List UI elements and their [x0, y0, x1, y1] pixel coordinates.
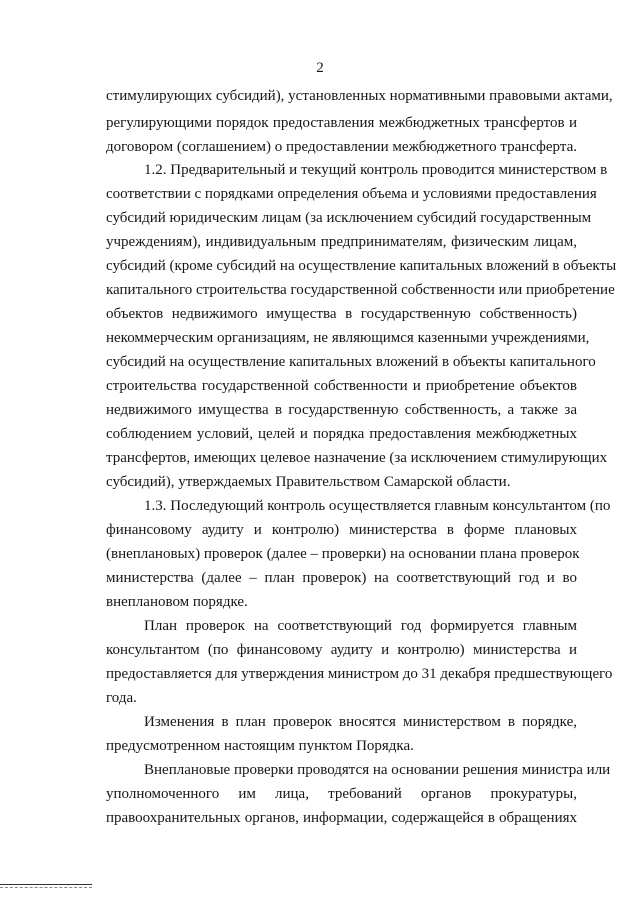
footnote-separator	[0, 884, 92, 885]
footnote-separator-dashed	[0, 887, 92, 888]
body-line: соблюдением условий, целей и порядка предоставления межбюджетных	[106, 426, 577, 442]
body-line: предусмотренном настоящим пунктом Порядка.	[106, 738, 414, 754]
body-line: некоммерческим организациям, не являющимся казенными учреждениями,	[106, 330, 590, 346]
body-line: учреждениям), индивидуальным предпринимателям, физическим лицам,	[106, 234, 577, 250]
body-line: недвижимого имущества в государственную собственность, а также за	[106, 402, 577, 418]
body-line: Изменения в план проверок вносятся министерством в порядке,	[144, 714, 577, 730]
body-line: уполномоченного им лица, требований органов прокуратуры,	[106, 786, 577, 802]
body-line: соответствии с порядками определения объема и условиями предоставления	[106, 186, 597, 202]
body-line: субсидий (кроме субсидий на осуществление капитальных вложений в объекты	[106, 258, 617, 274]
body-line: субсидий юридическим лицам (за исключением субсидий государственным	[106, 210, 592, 226]
body-line: внеплановом порядке.	[106, 594, 248, 610]
body-line: объектов недвижимого имущества в государственную собственность)	[106, 306, 577, 322]
body-line: стимулирующих субсидий), установленных нормативными правовыми актами,	[106, 88, 613, 104]
body-line: субсидий на осуществление капитальных вложений в объекты капитального	[106, 354, 596, 370]
body-line: 1.2. Предварительный и текущий контроль проводится министерством в	[144, 162, 608, 178]
body-line: предоставляется для утверждения министром до 31 декабря предшествующего	[106, 666, 613, 682]
body-line: Внеплановые проверки проводятся на основании решения министра или	[144, 762, 611, 778]
page-number: 2	[316, 60, 324, 76]
body-line: План проверок на соответствующий год формируется главным	[144, 618, 577, 634]
body-line: 1.3. Последующий контроль осуществляется главным консультантом (по	[144, 498, 611, 514]
body-line: строительства государственной собственности и приобретение объектов	[106, 378, 577, 394]
body-line: регулирующими порядок предоставления межбюджетных трансфертов и	[106, 115, 577, 131]
body-line: (внеплановых) проверок (далее – проверки) на основании плана проверок	[106, 546, 580, 562]
body-line: финансовому аудиту и контролю) министерства в форме плановых	[106, 522, 577, 538]
body-line: договором (соглашением) о предоставлении межбюджетного трансферта.	[106, 139, 577, 155]
body-line: правоохранительных органов, информации, содержащейся в обращениях	[106, 810, 577, 826]
body-line: консультантом (по финансовому аудиту и контролю) министерства и	[106, 642, 577, 658]
body-line: трансфертов, имеющих целевое назначение (за исключением стимулирующих	[106, 450, 608, 466]
body-line: капитального строительства государственной собственности или приобретение	[106, 282, 615, 298]
body-line: субсидий), утверждаемых Правительством Самарской области.	[106, 474, 511, 490]
body-line: года.	[106, 690, 137, 706]
body-line: министерства (далее – план проверок) на соответствующий год и во	[106, 570, 577, 586]
